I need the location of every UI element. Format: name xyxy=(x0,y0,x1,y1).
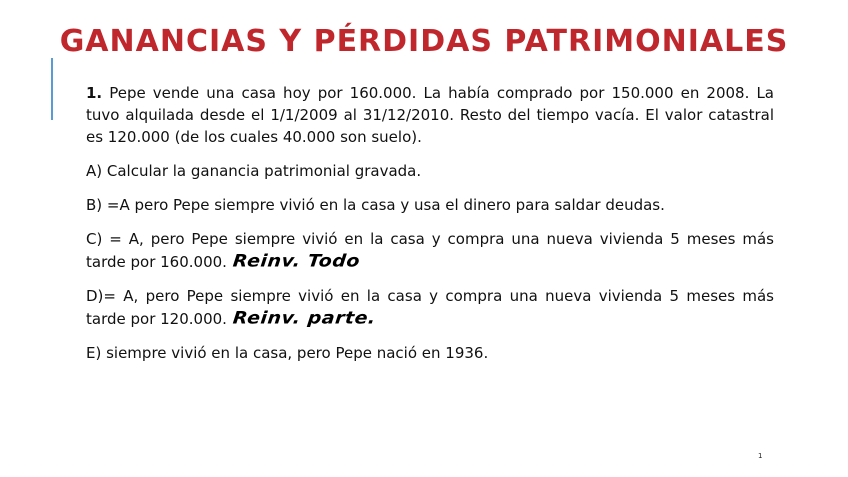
question-a: A) Calcular la ganancia patrimonial gravada. xyxy=(86,162,422,180)
page-number: 1 xyxy=(758,452,763,460)
problem-text: Pepe vende una casa hoy por 160.000. La había comprado por 150.000 en 2008. La tuvo alquilada desde el 1/1/2009 al 31/12/2010. Resto del tiempo vacía. El valor catastral es 120.000 (de los cuales 40.000 son suelo). xyxy=(86,84,774,146)
handwritten-note-d: Reinv. parte. xyxy=(231,308,377,328)
problem-statement xyxy=(86,82,774,148)
accent-bar xyxy=(51,58,53,120)
question-c xyxy=(86,228,774,273)
problem-number: 1. xyxy=(86,84,103,102)
question-e: E) siempre vivió en la casa, pero Pepe nació en 1936. xyxy=(86,344,489,362)
slide-title: GANANCIAS Y PÉRDIDAS PATRIMONIALES xyxy=(59,24,789,59)
question-c-text: C) = A, pero Pepe siempre vivió en la casa y compra una nueva vivienda 5 meses más tarde por 160.000. xyxy=(86,230,774,271)
question-b: B) =A pero Pepe siempre vivió en la casa y usa el dinero para saldar deudas. xyxy=(86,196,665,214)
question-d-text: D)= A, pero Pepe siempre vivió en la casa y compra una nueva vivienda 5 meses más tarde por 120.000. xyxy=(86,287,774,328)
question-d xyxy=(86,285,774,330)
slide-content xyxy=(86,82,774,376)
handwritten-note-c: Reinv. Todo xyxy=(231,251,361,271)
